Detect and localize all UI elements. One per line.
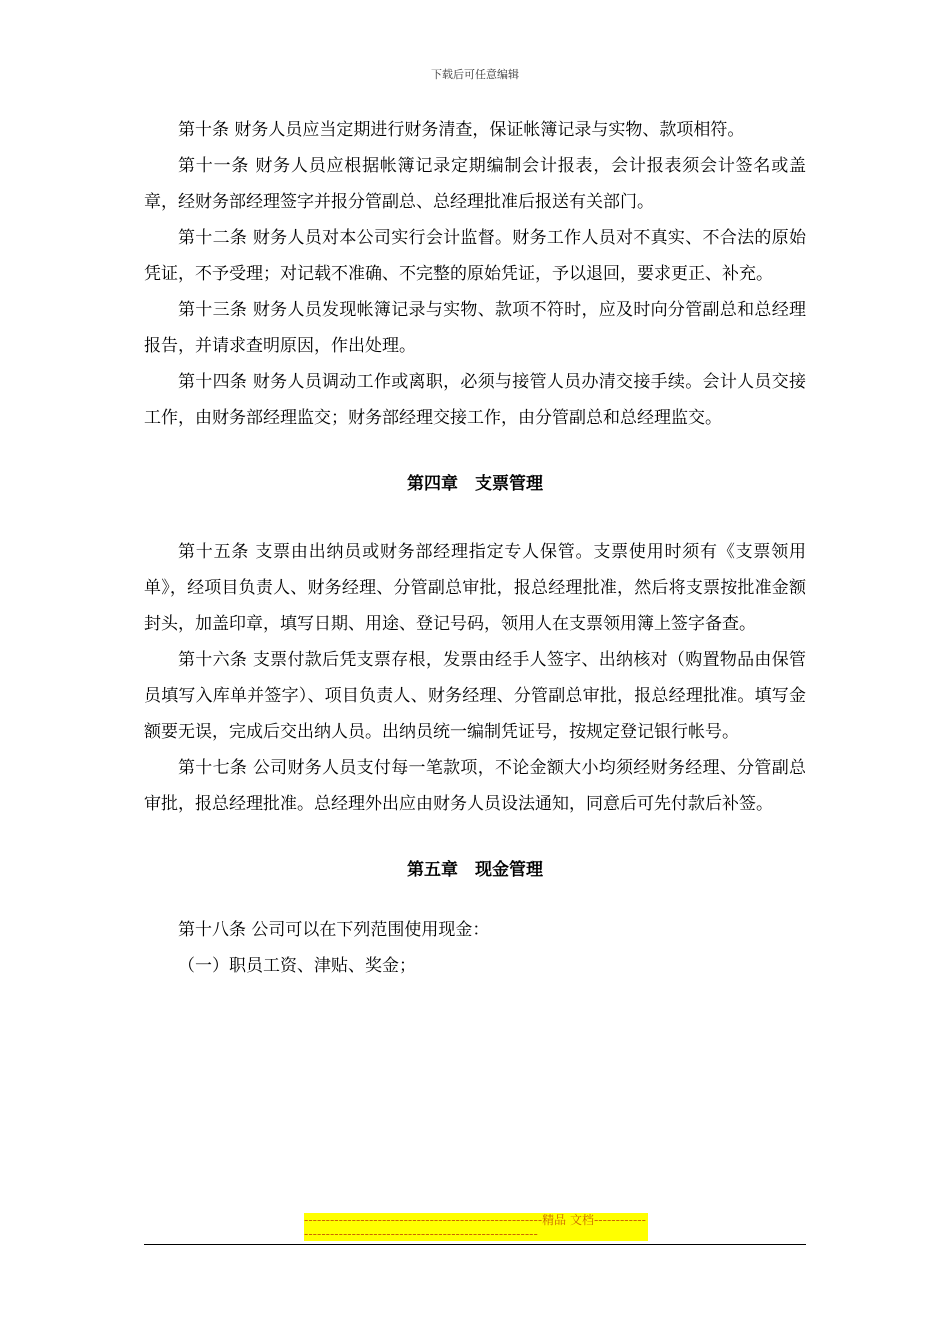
- article-14: 第十四条 财务人员调动工作或离职，必须与接管人员办清交接手续。会计人员交接工作，由财务部经理监交；财务部经理交接工作，由分管副总和总经理监交。: [144, 372, 806, 428]
- article-16: 第十六条 支票付款后凭支票存根，发票由经手人签字、出纳核对（购置物品由保管员填写入库单并签字）、项目负责人、财务经理、分管副总审批，报总经理批准。填写金额要无误，完成后交出纳人员。出纳员统一编制凭证号，按规定登记银行帐号。: [144, 650, 806, 742]
- article-12: 第十二条 财务人员对本公司实行会计监督。财务工作人员对不真实、不合法的原始凭证，不予受理；对记载不准确、不完整的原始凭证，予以退回，要求更正、补充。: [144, 228, 806, 284]
- footer-divider: [144, 1244, 806, 1245]
- article-13: 第十三条 财务人员发现帐簿记录与实物、款项不符时，应及时向分管副总和总经理报告，并请求查明原因，作出处理。: [144, 300, 806, 356]
- page-header: 下载后可任意编辑: [431, 68, 519, 81]
- list-item-1: （一）职员工资、津贴、奖金；: [178, 956, 416, 976]
- article-18: 第十八条 公司可以在下列范围使用现金：: [178, 920, 490, 940]
- document-body: [144, 112, 806, 984]
- article-17: 第十七条 公司财务人员支付每一笔款项，不论金额大小均须经财务经理、分管副总审批，报总经理批准。总经理外出应由财务人员设法通知，同意后可先付款后补签。: [144, 758, 806, 814]
- article-11: 第十一条 财务人员应根据帐簿记录定期编制会计报表，会计报表须会计签名或盖章，经财务部经理签字并报分管副总、总经理批准后报送有关部门。: [144, 156, 806, 212]
- article-15: 第十五条 支票由出纳员或财务部经理指定专人保管。支票使用时须有《支票领用单》，经项目负责人、财务经理、分管副总审批，报总经理批准，然后将支票按批准金额封头，加盖印章，填写日期、用途、登记号码，领用人在支票领用簿上签字备查。: [144, 542, 806, 634]
- article-10: 第十条 财务人员应当定期进行财务清查，保证帐簿记录与实物、款项相符。: [178, 120, 745, 140]
- chapter-4-heading: 第四章 支票管理: [407, 474, 543, 494]
- chapter-5-heading: 第五章 现金管理: [407, 860, 543, 880]
- footer-watermark: -------------------------------------------------------精品 文档------------------------------------------------------------------: [304, 1213, 648, 1241]
